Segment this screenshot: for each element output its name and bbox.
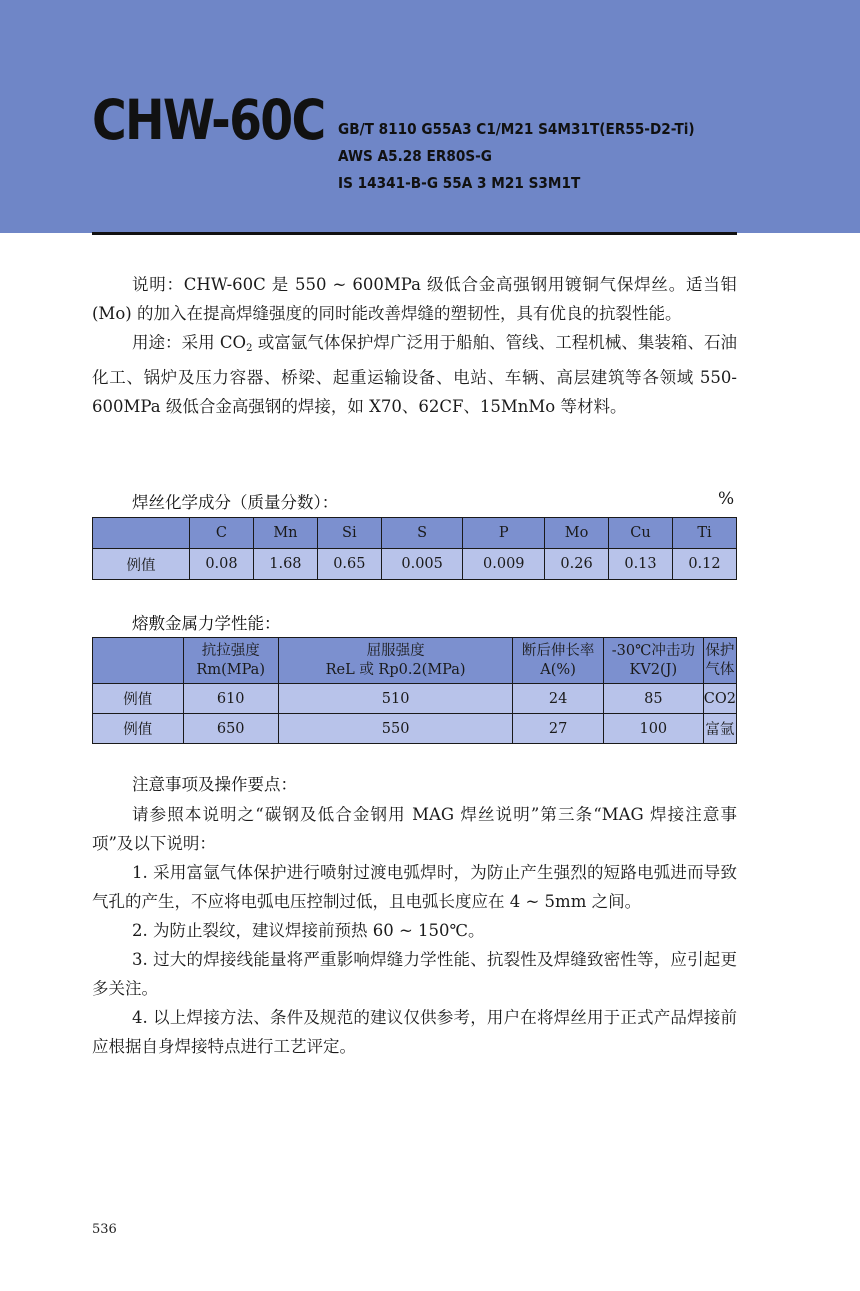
chem-cell: 0.08 [190,549,254,580]
mech-cell: 27 [513,714,604,744]
mech-header-cell [603,638,703,684]
mech-header-line1: 屈服强度 [366,642,425,659]
mech-cell: 富氩 [703,714,736,744]
mech-table-header [93,638,737,684]
mech-cell: 100 [603,714,703,744]
mech-cell: 610 [183,684,278,714]
page-number: 536 [92,1222,117,1237]
standard-aws: AWS A5.28 ER80S-G [338,147,493,165]
notes-intro: 请参照本说明之“碳钢及低合金钢用 MAG 焊丝说明”第三条“MAG 焊接注意事项”及以下说明： [92,805,737,853]
chem-header-cell: Cu [609,518,673,549]
chem-header-cell: Si [317,518,381,549]
note-item: 1. 采用富氩气体保护进行喷射过渡电弧焊时，为防止产生强烈的短路电弧进而导致气孔的产生，不应将电弧电压控制过低，且电弧长度应在 4 ~ 5mm 之间。 [92,863,737,911]
mech-header-cell [278,638,512,684]
chem-header-cell: Mo [545,518,609,549]
chem-cell: 0.12 [672,549,736,580]
usage-label: 用途： [132,333,182,352]
note-item: 4. 以上焊接方法、条件及规范的建议仅供参考，用户在将焊丝用于正式产品焊接前应根据自身焊接特点进行工艺评定。 [92,1008,737,1056]
chem-cell: 例值 [93,549,190,580]
chem-table-unit: % [718,489,735,509]
mech-table-title: 熔敷金属力学性能： [132,614,281,633]
mech-header-cell [183,638,278,684]
mech-cell: 24 [513,684,604,714]
mech-cell: 510 [278,684,512,714]
mech-cell: 例值 [93,684,184,714]
mech-header-cell [93,638,184,684]
notes-section [92,800,737,1061]
chem-table [92,517,737,580]
mech-cell: 650 [183,714,278,744]
usage-text-before: 采用 CO [181,333,247,352]
mech-header-cell [703,638,736,684]
mech-cell: 85 [603,684,703,714]
mech-cell: CO2 [703,684,736,714]
table-row [93,549,737,580]
notes-title: 注意事项及操作要点： [132,775,297,794]
chem-header-cell [93,518,190,549]
chem-cell: 0.005 [381,549,463,580]
header-banner [0,0,860,233]
mech-header-line2: ReL 或 Rp0.2(MPa) [325,661,466,678]
standard-is: IS 14341-B-G 55A 3 M21 S3M1T [338,174,581,192]
mech-header-line1: 抗拉强度 [201,642,260,659]
chem-cell: 0.65 [317,549,381,580]
usage-text-after: 或富氩气体保护焊广泛用于船舶、管线、工程机械、集装箱、石油化工、锅炉及压力容器、桥梁、起重运输设备、电站、车辆、高层建筑等各领域 550-600MPa 级低合金高强钢的焊接，如 X70、62CF、15MnMo 等材料。 [92,333,738,416]
mech-header-line1: -30℃冲击功 [611,642,695,659]
mech-header-line2: KV2(J) [629,661,678,678]
chem-cell: 0.13 [609,549,673,580]
mech-header-line2: A(%) [540,661,576,678]
chem-cell: 0.009 [463,549,545,580]
mech-header-line2: Rm(MPa) [196,661,265,678]
standards-list [338,116,743,197]
chem-cell: 1.68 [253,549,317,580]
note-item: 2. 为防止裂纹，建议焊接前预热 60 ~ 150℃。 [132,921,485,940]
standard-gb: GB/T 8110 G55A3 C1/M21 S4M31T(ER55-D2-Ti) [338,120,695,138]
mech-header-cell [513,638,604,684]
note-item: 3. 过大的焊接线能量将严重影响焊缝力学性能、抗裂性及焊缝致密性等，应引起更多关注。 [92,950,737,998]
chem-header-cell: S [381,518,463,549]
intro-section [92,270,737,421]
table-row [93,714,737,744]
product-title: CHW-60C [92,88,325,152]
chem-header-cell: Mn [253,518,317,549]
chem-table-header [93,518,737,549]
usage-subscript: 2 [246,343,253,354]
table-row [93,684,737,714]
description-text: CHW-60C 是 550 ~ 600MPa 级低合金高强钢用镀铜气保焊丝。适当钼 (Mo) 的加入在提高焊缝强度的同时能改善焊缝的塑韧性，具有优良的抗裂性能。 [92,275,737,323]
mech-cell: 例值 [93,714,184,744]
chem-header-cell: Ti [672,518,736,549]
mech-table [92,637,737,744]
chem-header-cell: C [190,518,254,549]
chem-header-cell: P [463,518,545,549]
mech-header-line1: 断后伸长率 [521,642,595,659]
mech-cell: 550 [278,714,512,744]
header-rule [92,232,737,235]
mech-header-line1: 保护气体 [705,642,735,678]
usage-paragraph [92,328,737,421]
description-paragraph [92,270,737,328]
chem-cell: 0.26 [545,549,609,580]
description-label: 说明： [132,275,184,294]
chem-table-title: 焊丝化学成分（质量分数）： [132,493,339,512]
